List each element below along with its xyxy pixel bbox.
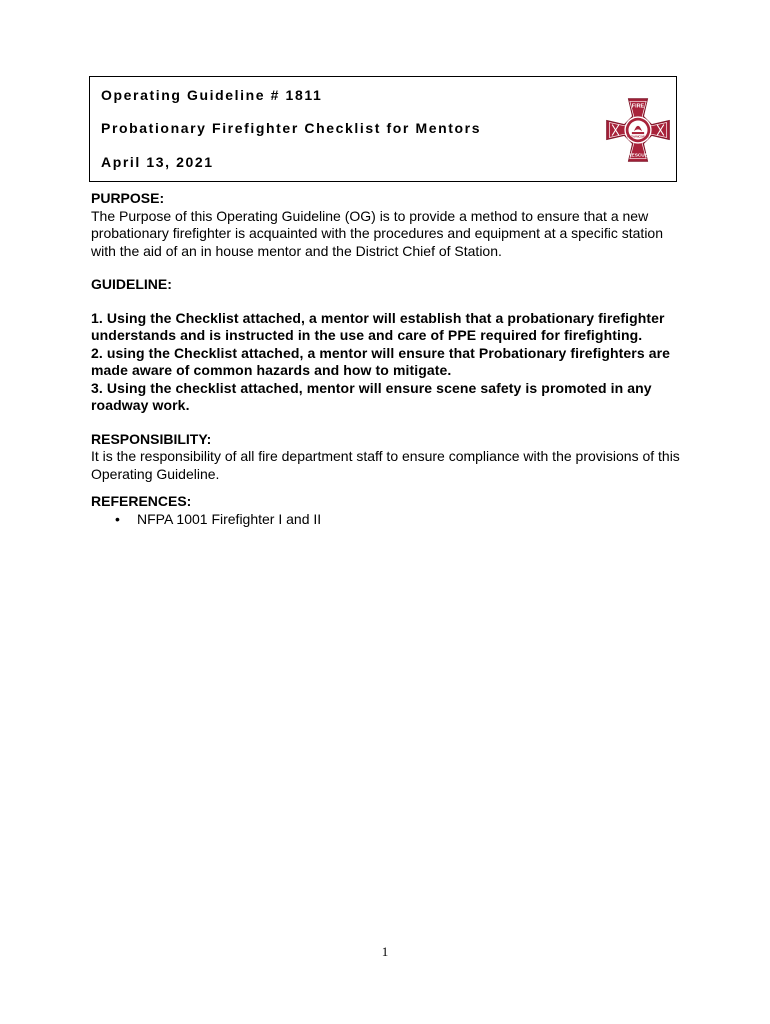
document-body [91,190,691,528]
document-title: Probationary Firefighter Checklist for Mentors [101,120,482,136]
guideline-item-3: 3. Using the checklist attached, mentor will ensure scene safety is promoted in any roadway work. [91,379,652,413]
document-header-box [89,76,677,182]
references-list [91,511,691,529]
logo-center-text: MECHANICSVILLE [627,135,649,139]
guideline-item-2: 2. using the Checklist attached, a mentor will ensure that Probationary firefighters are made aware of common hazards and how to mitigate. [91,344,671,378]
operating-guideline-number: Operating Guideline # 1811 [101,87,323,103]
guideline-heading: GUIDELINE: [91,276,172,292]
responsibility-text: It is the responsibility of all fire department staff to ensure compliance with the provisions of this Operating Guideline. [91,448,680,482]
document-date: April 13, 2021 [101,154,214,170]
logo-bottom-text: RESCUE [628,153,648,159]
page-number: 1 [381,944,389,959]
responsibility-heading: RESPONSIBILITY: [91,430,212,447]
guideline-item-1: 1. Using the Checklist attached, a mentor will establish that a probationary firefighter understands and is instructed in the use and care of PPE required for firefighting. [91,309,665,343]
reference-item-text: NFPA 1001 Firefighter I and II [137,510,322,527]
references-heading: REFERENCES: [91,493,192,509]
fire-rescue-logo-icon [604,96,672,164]
purpose-text: The Purpose of this Operating Guideline (OG) is to provide a method to ensure that a new probationary firefighter is acquainted with the procedures and equipment at a specific station with the aid of an in house mentor and the District Chief of Station. [91,207,664,259]
reference-item [91,511,691,529]
purpose-heading: PURPOSE: [91,190,165,206]
bullet-icon: • [115,510,120,527]
logo-top-text: FIRE [631,103,645,110]
